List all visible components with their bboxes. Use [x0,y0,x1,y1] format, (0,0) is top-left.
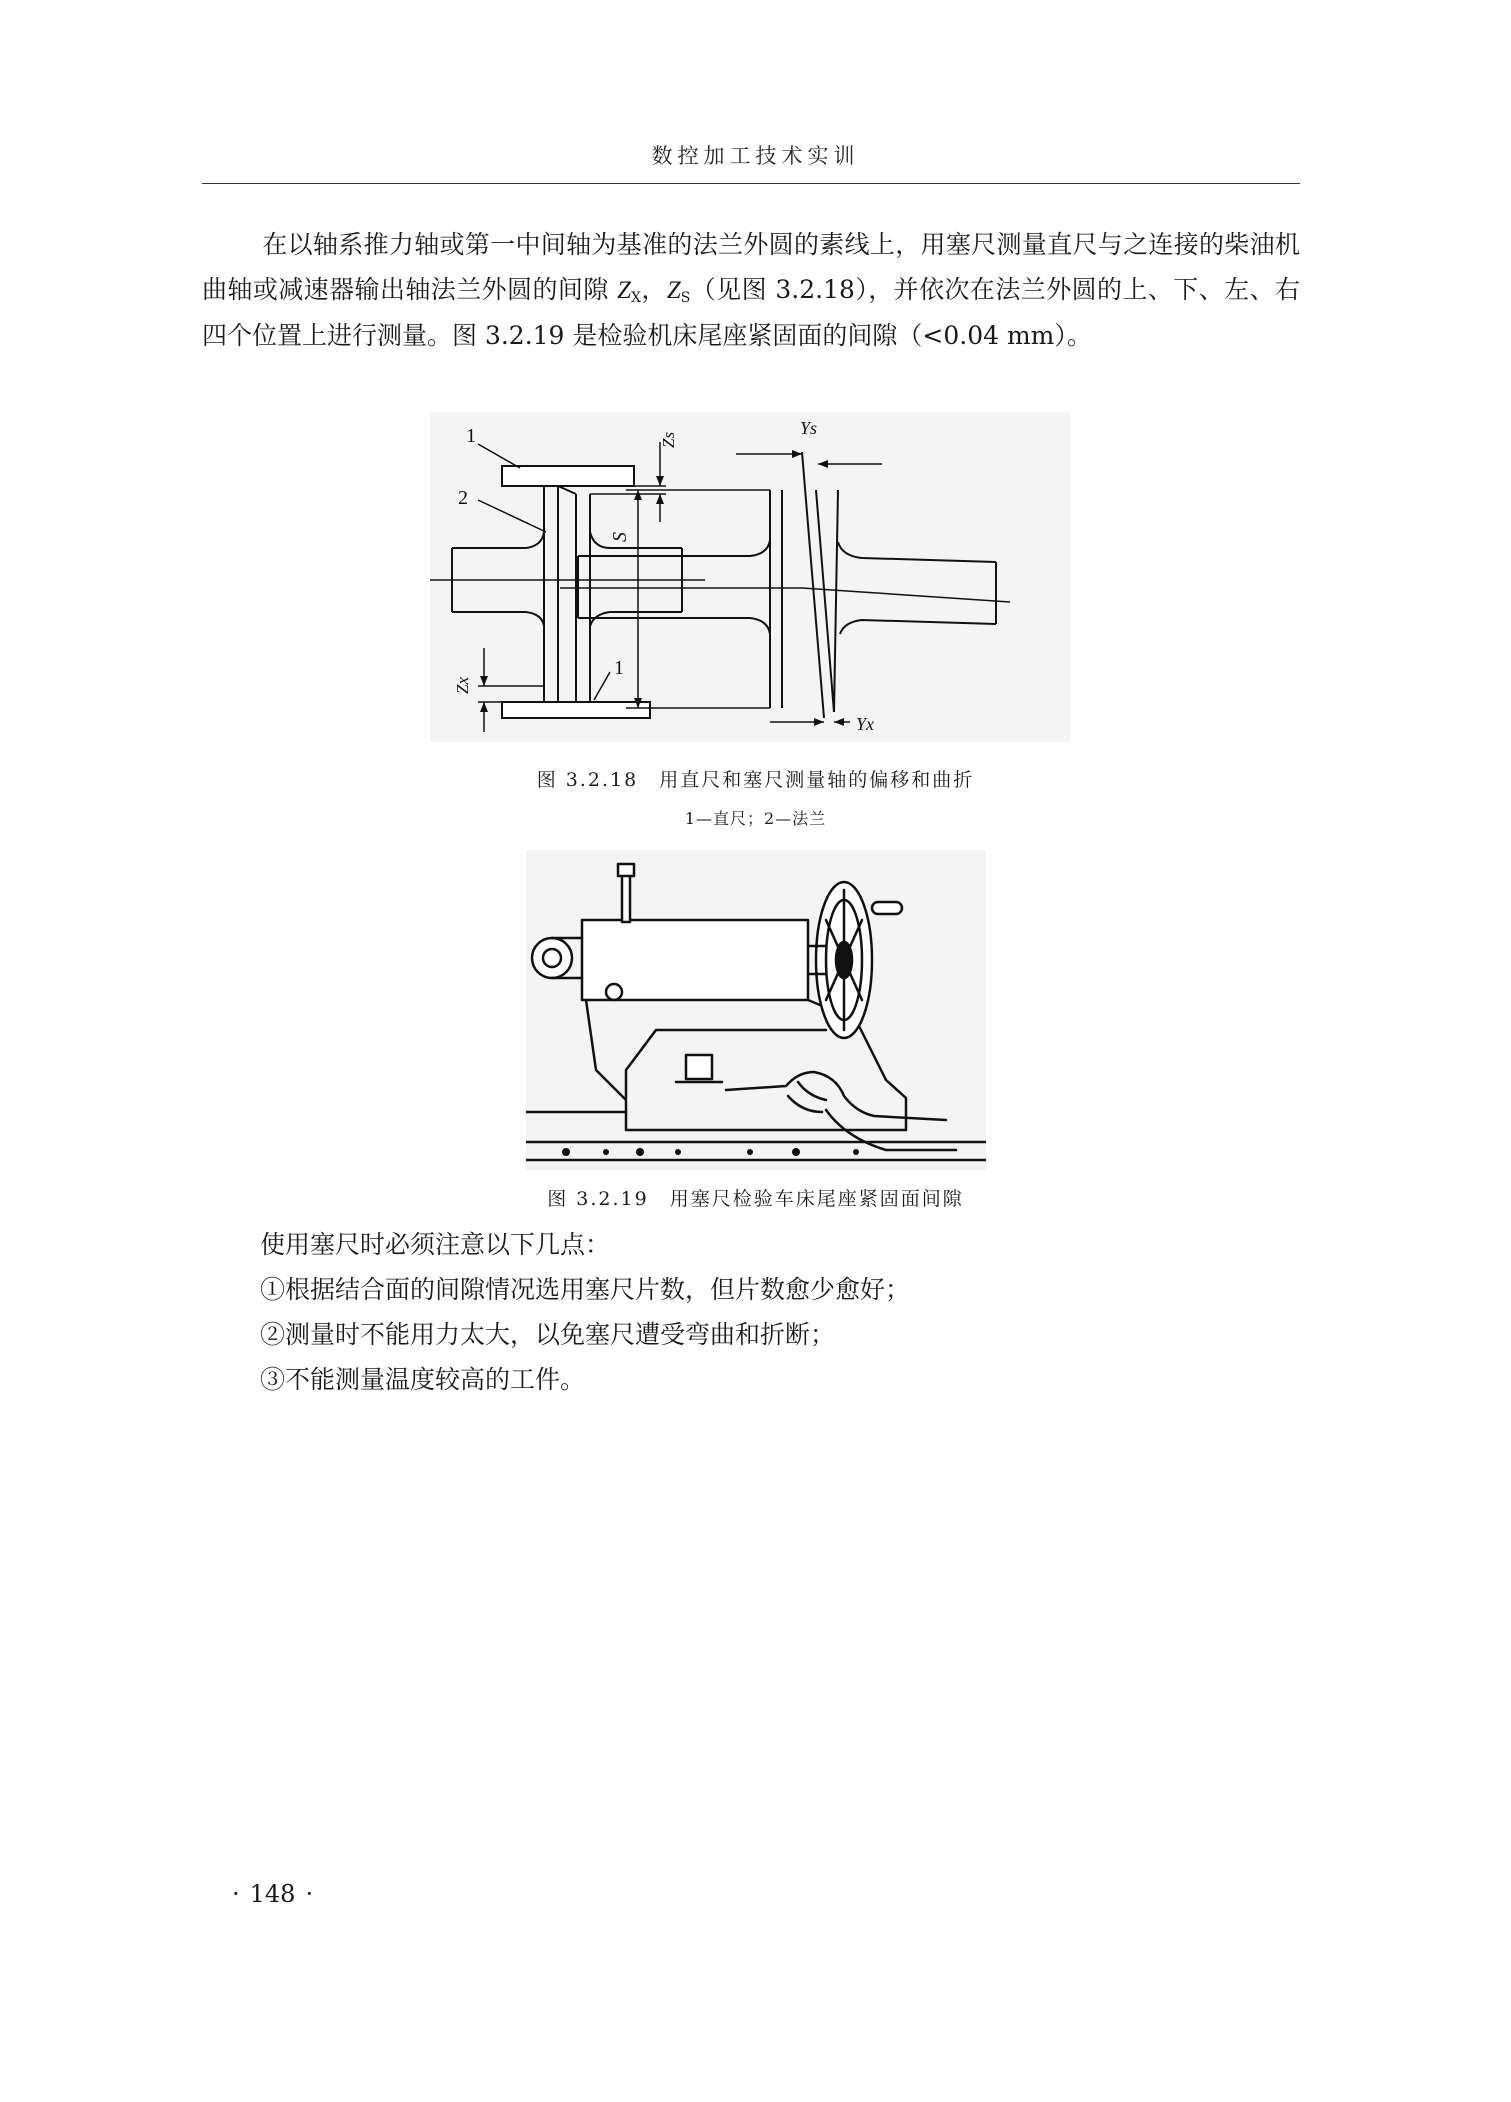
note-item-3: ③不能测量温度较高的工件。 [260,1365,586,1394]
page-number-footer [222,1880,323,1908]
usage-notes [260,1222,910,1402]
label-zx: Zx [453,677,472,694]
note-item-2: ②测量时不能用力太大，以免塞尺遭受弯曲和折断； [260,1320,836,1349]
page-number-dot-right: · [305,1880,314,1908]
lock-lever [622,874,630,922]
zx-subscript: X [631,290,641,306]
zs-subscript: S [680,290,691,306]
figure-shaft-offset-diagram [430,412,1070,752]
label-ys: Ys [800,418,818,438]
figure-2-caption: 图 3.2.19 用塞尺检验车床尾座紧固面间隙 [547,1188,964,1210]
zx-symbol: Z [617,277,632,304]
quill-end-circle [532,938,572,978]
figure-tailstock-inspection [526,850,986,1170]
page-number: 148 [249,1880,296,1908]
label-ruler-top: 1 [466,425,476,447]
figure-1-caption: 图 3.2.18 用直尺和塞尺测量轴的偏移和曲折 [536,769,975,791]
paragraph-part-2: （见图 3.2.18），并依次在法兰外圆的上、下、左、右四个位置上进行测量。图 3.2.19 是检验机床尾座紧固面的间隙（<0.04 mm）。 [202,275,1300,350]
body-paragraph [202,222,1300,358]
note-item-1: ①根据结合面的间隙情况选用塞尺片数，但片数愈少愈好； [260,1275,911,1304]
notes-intro: 使用塞尺时必须注意以下几点： [260,1230,611,1259]
label-ruler-bottom: 1 [614,657,624,679]
ruler-top [502,466,634,486]
label-flange: 2 [458,487,468,509]
figure-1-legend: 1—直尺；2—法兰 [684,809,827,828]
tailstock-quill [582,920,808,1000]
label-s: S [609,532,631,542]
label-yx: Yx [856,714,874,734]
symbol-separator: ， [640,275,667,304]
paragraph-part-1: 在以轴系推力轴或第一中间轴为基准的法兰外圆的素线上，用塞尺测量直尺与之连接的柴油机曲轴或减速器输出轴法兰外圆的间隙 [202,230,1300,304]
running-header-title: 数控加工技术实训 [651,144,860,168]
label-zs: Zs [659,431,678,448]
zs-symbol: Z [666,277,681,304]
header-rule [202,183,1300,184]
handwheel-crank [872,902,902,914]
page-number-dot-left: · [232,1880,240,1908]
clamp-bolt [686,1055,712,1079]
ruler-bottom [502,702,650,718]
